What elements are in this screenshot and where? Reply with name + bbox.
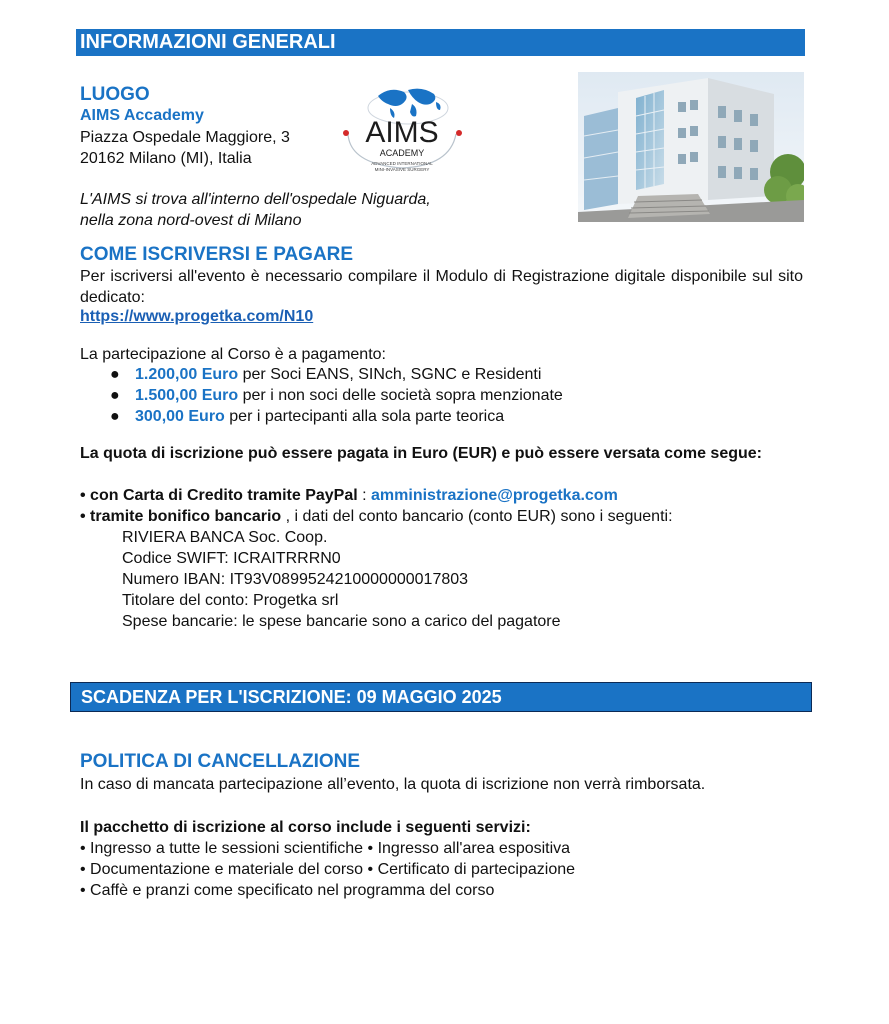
price-desc: per i non soci delle società sopra menzionate — [238, 387, 563, 404]
address-line-1: Piazza Ospedale Maggiore, 3 — [80, 129, 290, 146]
bullet-icon: ● — [110, 408, 120, 425]
package-heading: Il pacchetto di iscrizione al corso include i seguenti servizi: — [80, 819, 531, 836]
bullet-icon: ● — [110, 366, 120, 383]
logo-tagline-2: MINI-INVASIVE SURGERY — [374, 167, 430, 172]
deadline-banner — [70, 682, 812, 712]
bank-line — [80, 506, 673, 527]
paypal-email-link[interactable]: amministrazione@progetka.com — [371, 487, 618, 504]
price-item — [80, 364, 563, 385]
logo-sub-text: ACADEMY — [379, 148, 425, 158]
price-amount: 1.500,00 Euro — [135, 387, 239, 404]
bank-fees: Spese bancarie: le spese bancarie sono a carico del pagatore — [122, 613, 561, 630]
bank-desc: , i dati del conto bancario (conto EUR) sono i seguenti: — [281, 508, 673, 525]
bank-details — [122, 527, 561, 632]
logo-tagline-1: ADVANCED INTERNATIONAL — [371, 161, 433, 166]
bank-swift: Codice SWIFT: ICRAITRRRN0 — [122, 550, 341, 567]
page-title: INFORMAZIONI GENERALI — [80, 31, 336, 53]
section-banner-informazioni — [76, 29, 805, 56]
registration-link[interactable]: https://www.progetka.com/N10 — [80, 308, 314, 325]
address-line-2: 20162 Milano (MI), Italia — [80, 150, 252, 167]
logo-main-text: AIMS — [365, 116, 439, 149]
bank-label: • tramite bonifico bancario — [80, 508, 282, 525]
luogo-title: LUOGO — [80, 84, 150, 105]
package-line: • Ingresso a tutte le sessioni scientifiche • Ingresso all'area espositiva — [80, 840, 571, 857]
cancellation-text: In caso di mancata partecipazione all’evento, la quota di iscrizione non verrà rimborsata. — [80, 776, 706, 793]
deadline-text: SCADENZA PER L'ISCRIZIONE: 09 MAGGIO 2025 — [81, 687, 502, 707]
location-note-line-1: L'AIMS si trova all'interno dell'ospedale Niguarda, — [80, 191, 431, 208]
price-item — [80, 406, 563, 427]
aims-academy-logo — [338, 84, 468, 180]
iscrizione-title: COME ISCRIVERSI E PAGARE — [80, 244, 354, 265]
paypal-label: • con Carta di Credito tramite PayPal — [80, 487, 358, 504]
fee-intro: La partecipazione al Corso è a pagamento: — [80, 346, 386, 363]
package-line: • Caffè e pranzi come specificato nel programma del corso — [80, 882, 495, 899]
bank-holder: Titolare del conto: Progetka srl — [122, 592, 339, 609]
payment-heading: La quota di iscrizione può essere pagata in Euro (EUR) e può essere versata come segue: — [80, 445, 762, 462]
price-amount: 1.200,00 Euro — [135, 366, 239, 383]
bank-iban: Numero IBAN: IT93V0899524210000000017803 — [122, 571, 469, 588]
location-note-line-2: nella zona nord-ovest di Milano — [80, 212, 302, 229]
package-list — [80, 838, 575, 901]
price-list — [80, 364, 563, 427]
bullet-icon: ● — [110, 387, 120, 404]
bank-name: RIVIERA BANCA Soc. Coop. — [122, 529, 328, 546]
iscrizione-intro: Per iscriversi all'evento è necessario compilare il Modulo di Registrazione digitale disponibile sul sito dedicato: — [80, 268, 803, 306]
price-desc: per i partecipanti alla sola parte teorica — [224, 408, 505, 425]
venue-name: AIMS Accademy — [80, 107, 204, 124]
cancellation-title: POLITICA DI CANCELLAZIONE — [80, 751, 361, 772]
price-desc: per Soci EANS, SINch, SGNC e Residenti — [238, 366, 542, 383]
package-line: • Documentazione e materiale del corso • Certificato di partecipazione — [80, 861, 576, 878]
paypal-line — [80, 485, 618, 506]
building-photo — [578, 72, 804, 222]
price-item — [80, 385, 563, 406]
price-amount: 300,00 Euro — [135, 408, 225, 425]
paypal-sep: : — [357, 487, 372, 504]
